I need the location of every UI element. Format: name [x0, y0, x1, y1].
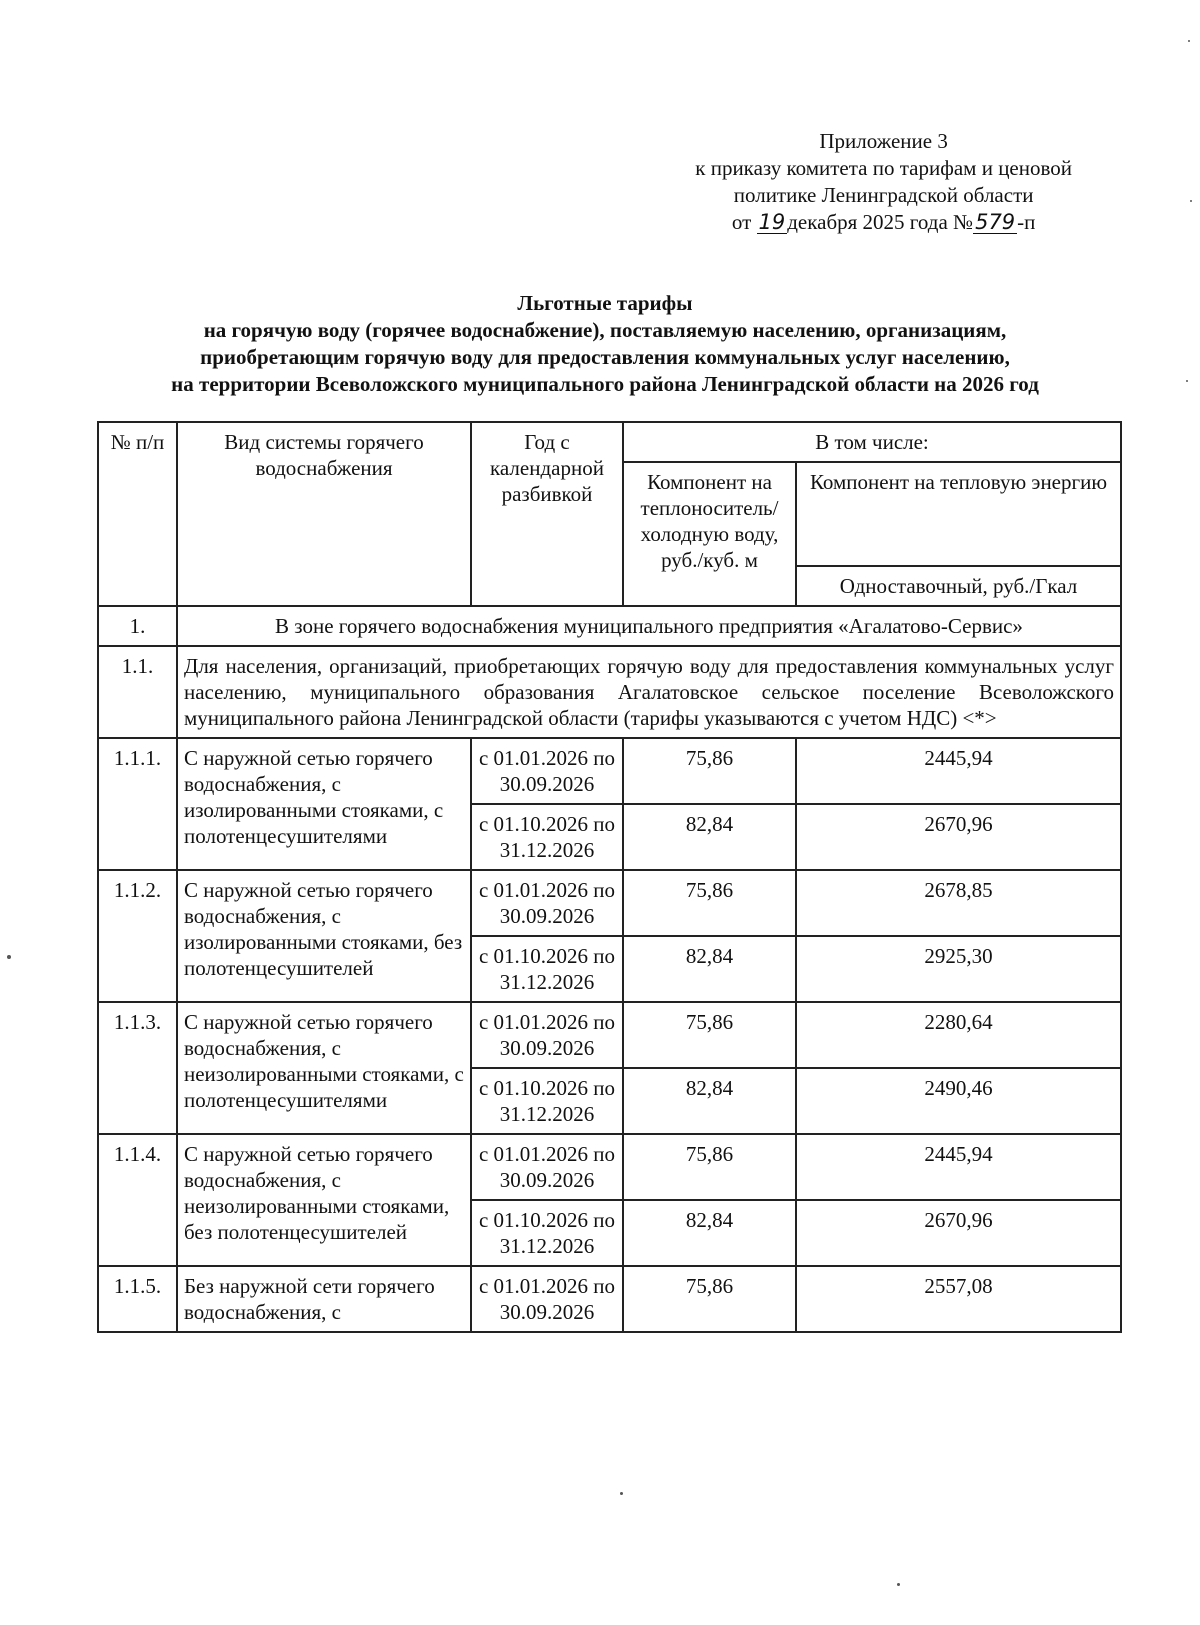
appendix-line-2: к приказу комитета по тарифам и ценовой — [695, 156, 1072, 180]
row-system-type: С наружной сетью горячего водоснабжения, с неизолированными стояками, с полотенцесушителями — [177, 1002, 471, 1134]
header-system-type: Вид системы горячего водоснабжения — [177, 422, 471, 606]
row-system-type: С наружной сетью горячего водоснабжения, с изолированными стояками, с полотенцесушителями — [177, 738, 471, 870]
header-row-1 — [98, 422, 1121, 462]
scan-speck — [1190, 200, 1192, 202]
row-component-heat: 2670,96 — [796, 804, 1121, 870]
table-row — [98, 1266, 1121, 1332]
section-text: В зоне горячего водоснабжения муниципального предприятия «Агалатово-Сервис» — [177, 606, 1121, 646]
row-component-water: 82,84 — [623, 1068, 796, 1134]
row-num: 1.1.1. — [98, 738, 177, 870]
subsection-num: 1.1. — [98, 646, 177, 738]
subsection-row — [98, 646, 1121, 738]
row-component-heat: 2490,46 — [796, 1068, 1121, 1134]
row-period: с 01.01.2026 по 30.09.2026 — [471, 738, 623, 804]
row-period: с 01.01.2026 по 30.09.2026 — [471, 1002, 623, 1068]
row-component-water: 82,84 — [623, 804, 796, 870]
document-title — [90, 290, 1120, 398]
row-component-water: 75,86 — [623, 1002, 796, 1068]
scan-speck — [1188, 40, 1190, 42]
number-suffix: -п — [1017, 210, 1036, 234]
header-year: Год с календарной разбивкой — [471, 422, 623, 606]
row-num: 1.1.5. — [98, 1266, 177, 1332]
handwritten-day: 19 — [758, 210, 786, 234]
row-period: с 01.10.2026 по 31.12.2026 — [471, 936, 623, 1002]
row-component-heat: 2670,96 — [796, 1200, 1121, 1266]
row-component-heat: 2557,08 — [796, 1266, 1121, 1332]
row-period: с 01.10.2026 по 31.12.2026 — [471, 804, 623, 870]
row-num: 1.1.2. — [98, 870, 177, 1002]
header-component-water: Компонент на теплоноситель/ холодную воду, руб./куб. м — [623, 462, 796, 606]
row-component-water: 75,86 — [623, 1266, 796, 1332]
row-component-heat: 2445,94 — [796, 1134, 1121, 1200]
handwritten-number: 579 — [975, 210, 1016, 234]
row-period: с 01.10.2026 по 31.12.2026 — [471, 1068, 623, 1134]
title-line-1: Льготные тарифы — [517, 291, 693, 315]
section-num: 1. — [98, 606, 177, 646]
row-num: 1.1.3. — [98, 1002, 177, 1134]
table-row — [98, 870, 1121, 936]
tariffs-table — [97, 421, 1122, 1333]
row-period: с 01.01.2026 по 30.09.2026 — [471, 1266, 623, 1332]
row-component-heat: 2925,30 — [796, 936, 1121, 1002]
row-component-heat: 2445,94 — [796, 738, 1121, 804]
row-component-heat: 2280,64 — [796, 1002, 1121, 1068]
appendix-line-3: политике Ленинградской области — [733, 183, 1034, 207]
header-single-rate: Одноставочный, руб./Гкал — [796, 566, 1121, 606]
scan-speck — [1186, 380, 1188, 382]
subsection-text: Для населения, организаций, приобретающих горячую воду для предоставления коммунальных услуг населению, муниципального образования Агалатовское сельское поселение Всеволожского муниципального района Ленинградской области (тарифы указываются с учетом НДС) <*> — [177, 646, 1121, 738]
row-system-type: С наружной сетью горячего водоснабжения, с неизолированными стояками, без полотенцесушителей — [177, 1134, 471, 1266]
row-component-water: 75,86 — [623, 870, 796, 936]
table-row — [98, 1134, 1121, 1200]
title-line-4: на территории Всеволожского муниципального района Ленинградской области на 2026 год — [171, 372, 1039, 396]
row-system-type: С наружной сетью горячего водоснабжения, с изолированными стояками, без полотенцесушителей — [177, 870, 471, 1002]
header-including: В том числе: — [623, 422, 1121, 462]
row-component-water: 75,86 — [623, 738, 796, 804]
row-component-heat: 2678,85 — [796, 870, 1121, 936]
tariffs-table-body — [98, 422, 1121, 1332]
header-num: № п/п — [98, 422, 177, 606]
appendix-title: Приложение 3 — [819, 129, 948, 153]
appendix-block — [695, 128, 1072, 236]
row-period: с 01.01.2026 по 30.09.2026 — [471, 1134, 623, 1200]
date-middle: декабря 2025 года № — [787, 210, 974, 234]
scan-speck — [620, 1492, 623, 1495]
table-row — [98, 1002, 1121, 1068]
row-num: 1.1.4. — [98, 1134, 177, 1266]
row-component-water: 82,84 — [623, 1200, 796, 1266]
header-component-heat: Компонент на тепловую энергию — [796, 462, 1121, 566]
appendix-date-line — [695, 209, 1072, 236]
row-component-water: 82,84 — [623, 936, 796, 1002]
row-component-water: 75,86 — [623, 1134, 796, 1200]
row-system-type: Без наружной сети горячего водоснабжения, с — [177, 1266, 471, 1332]
table-row — [98, 738, 1121, 804]
title-line-2: на горячую воду (горячее водоснабжение), поставляемую населению, организациям, — [203, 318, 1007, 342]
date-prefix: от — [731, 210, 752, 234]
scan-speck — [897, 1583, 900, 1586]
scan-speck — [7, 955, 11, 959]
title-line-3: приобретающим горячую воду для предоставления коммунальных услуг населению, — [200, 345, 1010, 369]
row-period: с 01.10.2026 по 31.12.2026 — [471, 1200, 623, 1266]
row-period: с 01.01.2026 по 30.09.2026 — [471, 870, 623, 936]
section-row — [98, 606, 1121, 646]
